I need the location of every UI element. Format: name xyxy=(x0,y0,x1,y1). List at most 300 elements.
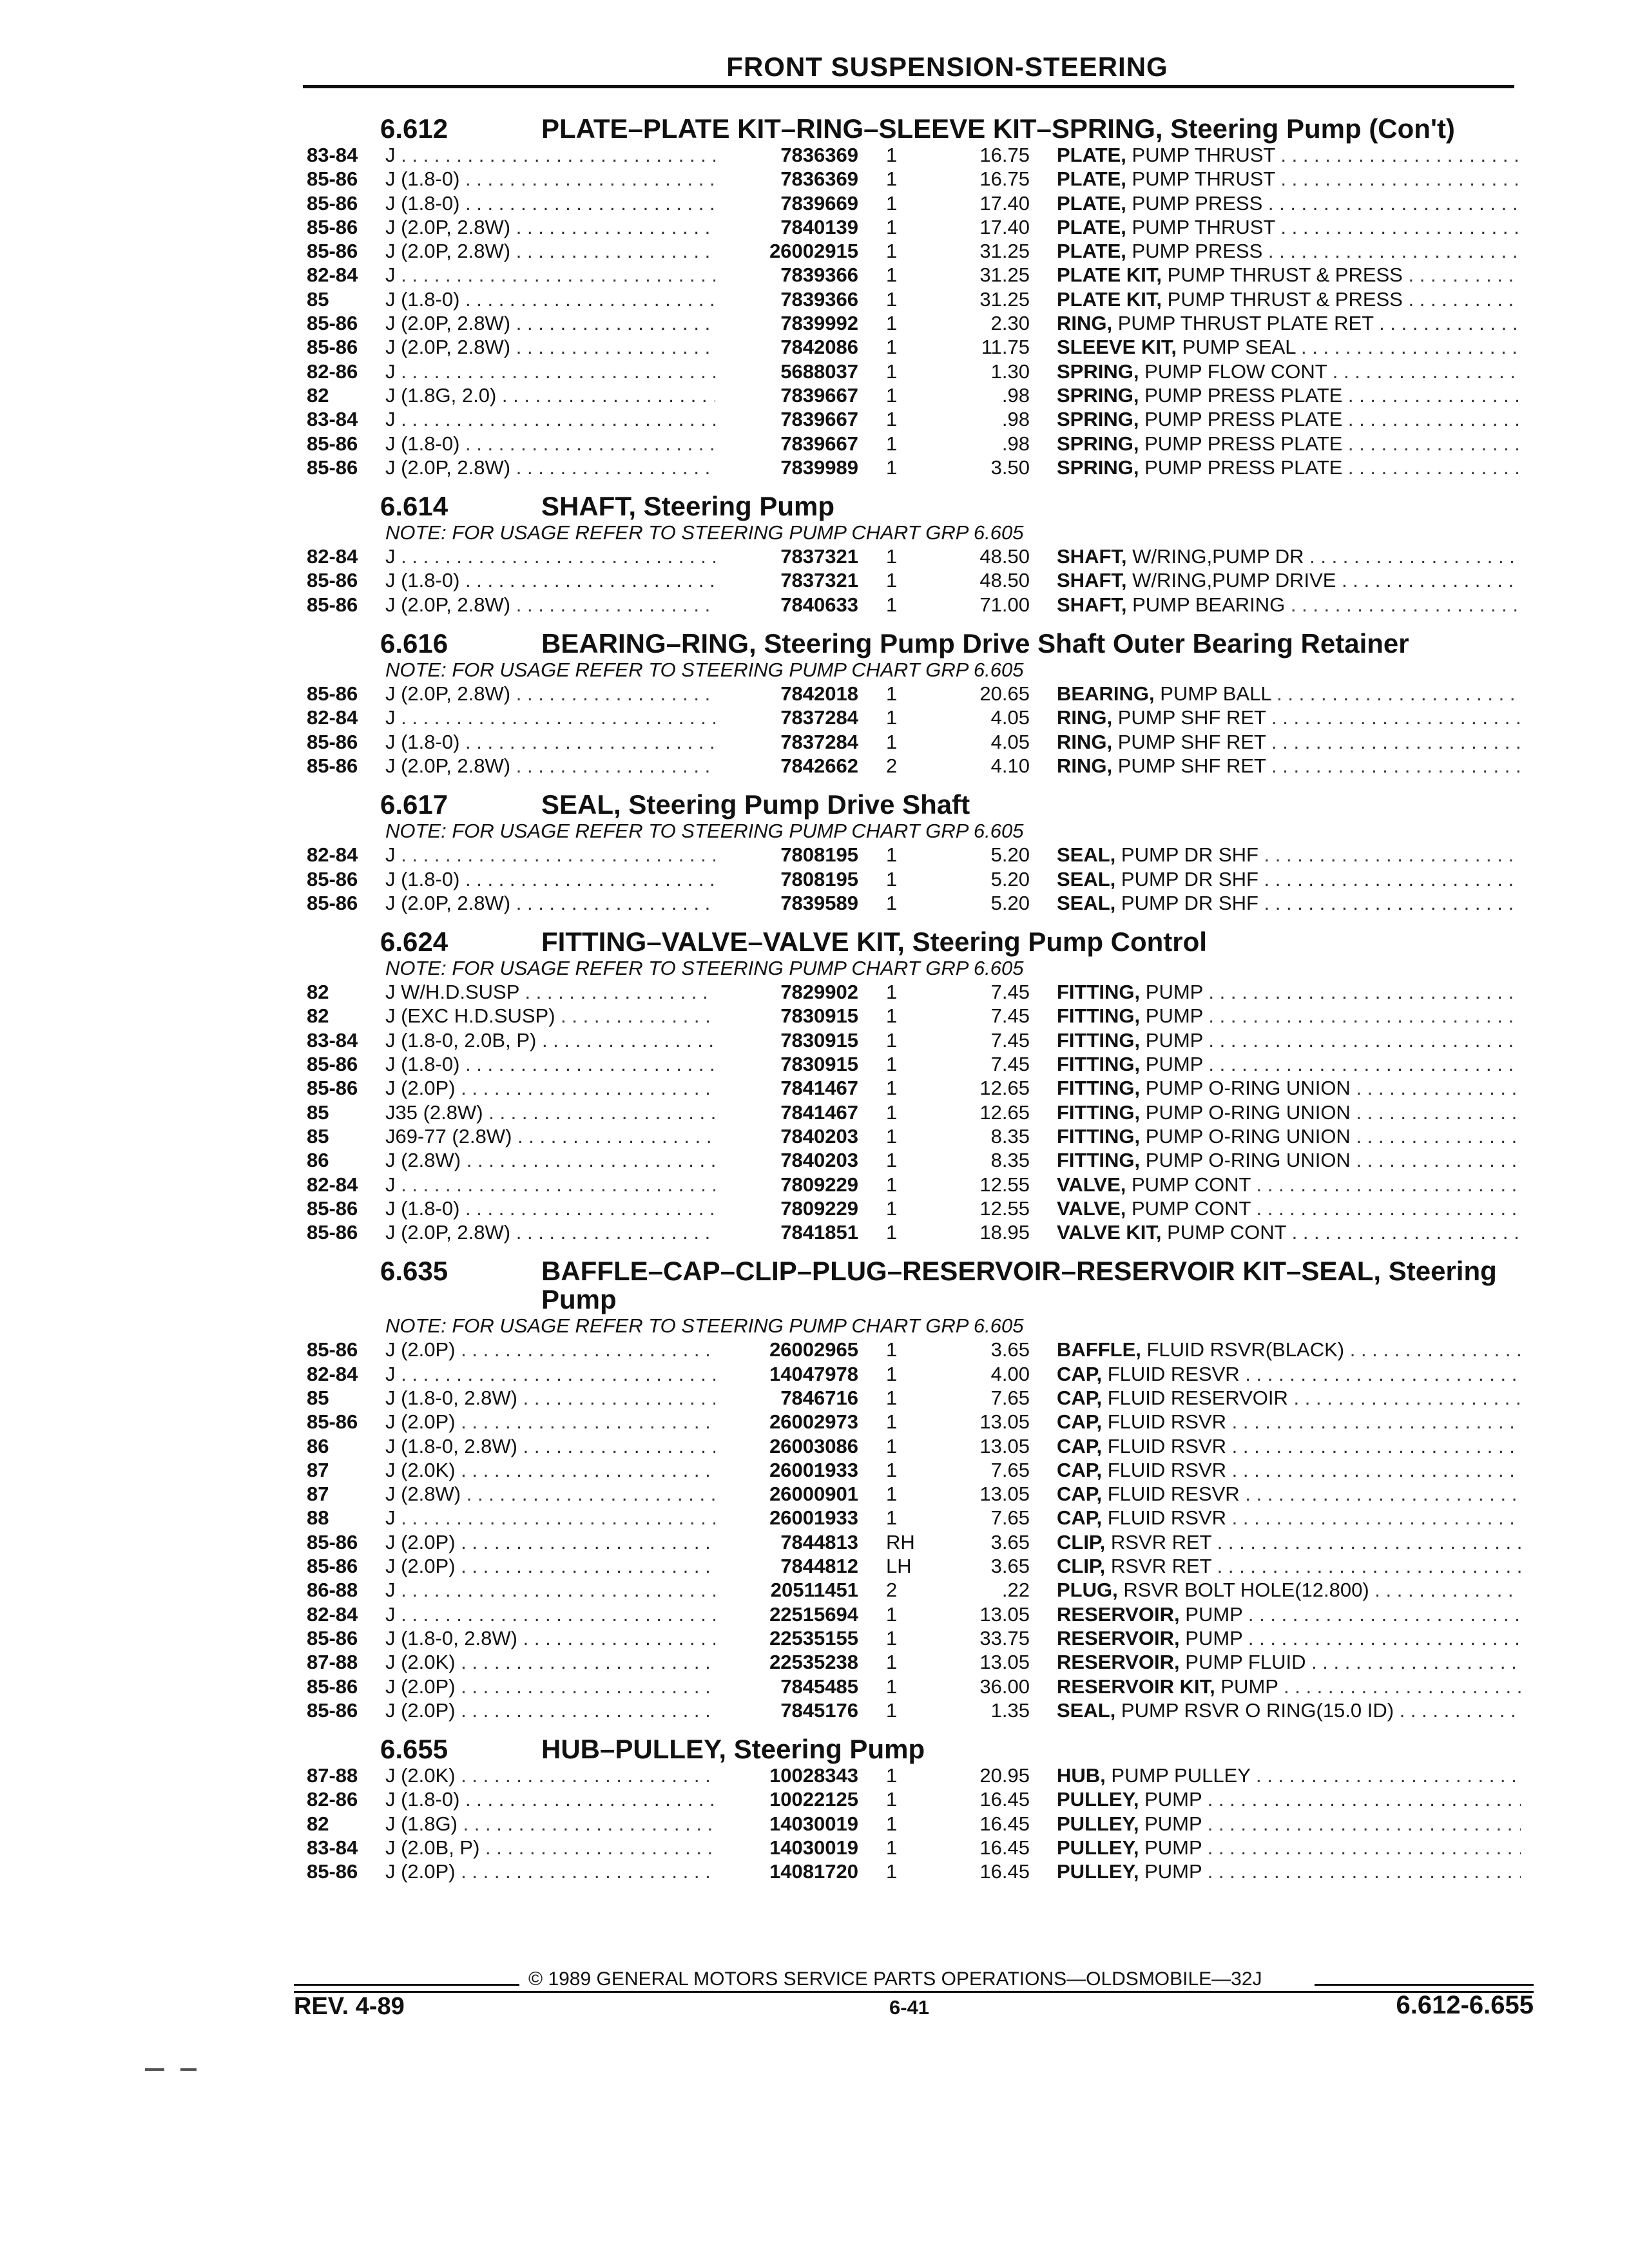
quantity: 1 xyxy=(886,191,898,215)
quantity: 1 xyxy=(886,432,898,455)
model-code xyxy=(385,432,715,456)
model-year: 85-86 xyxy=(307,240,358,263)
part-detail: PUMP RSVR O RING(15.0 ID) xyxy=(1115,1698,1394,1722)
part-description xyxy=(1057,1124,1521,1148)
part-detail: PUMP CONT xyxy=(1126,1196,1251,1220)
model-code-text: J35 (2.8W) xyxy=(385,1100,483,1124)
model-year: 87 xyxy=(307,1458,329,1481)
part-detail: FLUID RSVR(BLACK) xyxy=(1141,1338,1345,1361)
part-detail: PUMP PRESS PLATE xyxy=(1139,408,1343,431)
part-detail: PUMP PRESS xyxy=(1126,191,1263,215)
model-code-text: J (2.0P) xyxy=(385,1555,456,1578)
part-number: 26002973 xyxy=(769,1410,858,1434)
part-description xyxy=(1057,335,1521,359)
part-number: 7839366 xyxy=(780,264,858,287)
model-year: 85-86 xyxy=(307,191,358,215)
price: 16.45 xyxy=(979,1860,1030,1883)
section-title: FITTING–VALVE–VALVE KIT, Steering Pump Control xyxy=(541,927,1207,957)
part-row xyxy=(0,1386,1629,1410)
part-description xyxy=(1057,1052,1521,1076)
model-year: 85-86 xyxy=(307,867,358,890)
section-6-655 xyxy=(0,1727,1629,1883)
copyright-text: © 1989 GENERAL MOTORS SERVICE PARTS OPERATIONS—OLDSMOBILE—32J xyxy=(528,1968,1262,1990)
part-number: 10022125 xyxy=(769,1788,858,1811)
model-code-text: J (1.8-0, 2.0B, P) xyxy=(385,1028,537,1052)
price: 4.00 xyxy=(990,1362,1030,1385)
model-year: 85-86 xyxy=(307,336,358,359)
section-number: 6.624 xyxy=(380,927,448,957)
part-name: FITTING, xyxy=(1057,1028,1141,1052)
section-title: BEARING–RING, Steering Pump Drive Shaft Outer Bearing Retainer xyxy=(541,628,1409,659)
model-code-text: J (EXC H.D.SUSP) xyxy=(385,1004,555,1028)
scan-artifact xyxy=(145,2068,203,2072)
model-code-text: J (2.0P) xyxy=(385,1698,456,1722)
model-year: 85-86 xyxy=(307,1053,358,1076)
part-detail: PUMP PRESS PLATE xyxy=(1139,456,1343,479)
part-name: HUB, xyxy=(1057,1764,1106,1787)
part-name: PLUG, xyxy=(1057,1579,1118,1602)
model-year: 82-84 xyxy=(307,1362,358,1385)
part-description xyxy=(1057,456,1521,479)
quantity: 1 xyxy=(886,569,898,592)
quantity: 1 xyxy=(886,1221,898,1244)
model-code xyxy=(385,730,715,754)
part-name: VALVE, xyxy=(1057,1196,1126,1220)
part-number: 7809229 xyxy=(780,1196,858,1220)
part-number: 7839667 xyxy=(780,408,858,431)
price: 11.75 xyxy=(981,336,1030,359)
model-year: 85-86 xyxy=(307,1410,358,1434)
price: 16.45 xyxy=(979,1812,1030,1835)
part-description xyxy=(1057,1650,1521,1674)
price: 5.20 xyxy=(990,843,1030,867)
part-name: SEAL, xyxy=(1057,891,1116,914)
price: 48.50 xyxy=(979,569,1030,592)
model-code xyxy=(385,167,715,191)
part-detail: PUMP PULLEY xyxy=(1105,1764,1251,1787)
price: 36.00 xyxy=(979,1675,1030,1698)
price: 16.75 xyxy=(979,168,1030,191)
model-code xyxy=(385,1482,715,1506)
part-number: 7830915 xyxy=(780,1004,858,1028)
model-year: 85-86 xyxy=(307,432,358,455)
model-year: 87-88 xyxy=(307,1764,358,1787)
part-detail: PUMP THRUST & PRESS xyxy=(1162,264,1403,287)
part-number: 7839366 xyxy=(780,287,858,311)
model-code xyxy=(385,568,715,592)
model-code-text: J xyxy=(385,1506,396,1530)
quantity: 1 xyxy=(886,312,898,335)
part-description xyxy=(1057,1148,1521,1172)
model-code xyxy=(385,263,715,287)
model-year: 85-86 xyxy=(307,1626,358,1649)
section-6-616 xyxy=(0,622,1629,778)
part-row xyxy=(0,191,1629,215)
price: 8.35 xyxy=(990,1149,1030,1172)
part-number: 14047978 xyxy=(769,1362,858,1385)
model-code xyxy=(385,287,715,311)
part-description xyxy=(1057,239,1521,263)
model-code xyxy=(385,706,715,729)
model-code xyxy=(385,191,715,215)
part-description xyxy=(1057,1787,1521,1811)
model-code-text: J W/H.D.SUSP xyxy=(385,981,519,1004)
part-description xyxy=(1057,568,1521,592)
quantity: 1 xyxy=(886,1506,898,1530)
model-code xyxy=(385,1100,715,1124)
model-year: 85-86 xyxy=(307,754,358,777)
model-code-text: J (1.8-0, 2.8W) xyxy=(385,1626,517,1649)
part-detail: PUMP SHF RET xyxy=(1112,730,1266,753)
part-detail: PUMP FLUID xyxy=(1179,1651,1306,1674)
part-detail: PUMP THRUST PLATE RET xyxy=(1112,312,1374,335)
part-row xyxy=(0,1812,1629,1836)
model-code-text: J (2.0P, 2.8W) xyxy=(385,593,511,616)
part-name: SPRING, xyxy=(1057,432,1139,455)
model-year: 82-84 xyxy=(307,706,358,729)
part-row xyxy=(0,263,1629,287)
part-row xyxy=(0,407,1629,431)
part-detail: PUMP O-RING UNION xyxy=(1140,1077,1351,1100)
part-name: CAP, xyxy=(1057,1458,1103,1481)
part-name: RESERVOIR, xyxy=(1057,1602,1180,1626)
part-name: SEAL, xyxy=(1057,867,1116,890)
part-number: 7839589 xyxy=(780,891,858,914)
model-code-text: J (2.0P, 2.8W) xyxy=(385,240,511,263)
quantity: 1 xyxy=(886,1626,898,1649)
model-year: 85-86 xyxy=(307,1675,358,1698)
model-year: 82 xyxy=(307,981,329,1004)
part-description xyxy=(1057,1554,1521,1578)
model-code-text: J (2.0K) xyxy=(385,1764,456,1787)
model-code xyxy=(385,1076,715,1100)
section-note: NOTE: FOR USAGE REFER TO STEERING PUMP CHART GRP 6.605 xyxy=(385,957,1024,980)
section-title: SHAFT, Steering Pump xyxy=(541,491,835,522)
quantity: 1 xyxy=(886,981,898,1004)
part-row xyxy=(0,1173,1629,1196)
price: 13.05 xyxy=(979,1410,1030,1434)
price: 3.65 xyxy=(990,1530,1030,1553)
model-year: 85 xyxy=(307,287,329,311)
model-code-text: J xyxy=(385,264,396,287)
part-detail: PUMP xyxy=(1139,1860,1202,1883)
quantity: 1 xyxy=(886,730,898,753)
section-title: BAFFLE–CAP–CLIP–PLUG–RESERVOIR–RESERVOIR KIT–SEAL, Steering Pump xyxy=(541,1256,1497,1315)
part-name: BAFFLE, xyxy=(1057,1338,1141,1361)
model-code xyxy=(385,1004,715,1028)
quantity: 1 xyxy=(886,1100,898,1124)
part-row xyxy=(0,1124,1629,1148)
part-description xyxy=(1057,1076,1521,1100)
part-number: 7840139 xyxy=(780,215,858,238)
model-year: 85 xyxy=(307,1124,329,1148)
model-code-text: J (1.8G, 2.0) xyxy=(385,383,497,407)
model-code-text: J (1.8-0, 2.8W) xyxy=(385,1386,517,1409)
model-year: 82-84 xyxy=(307,264,358,287)
model-code xyxy=(385,456,715,479)
model-code-text: J (2.0P) xyxy=(385,1410,456,1434)
part-row xyxy=(0,1362,1629,1386)
header-rule xyxy=(303,85,1514,88)
part-description xyxy=(1057,1173,1521,1196)
model-code-text: J (2.0B, P) xyxy=(385,1836,480,1860)
part-number: 7809229 xyxy=(780,1173,858,1196)
price: 12.65 xyxy=(979,1100,1030,1124)
price: 7.45 xyxy=(990,1053,1030,1076)
quantity: 1 xyxy=(886,1483,898,1506)
part-name: PULLEY, xyxy=(1057,1812,1139,1835)
quantity: RH xyxy=(886,1530,915,1553)
section-6-617 xyxy=(0,783,1629,915)
model-code-text: J (2.8W) xyxy=(385,1483,461,1506)
model-year: 85-86 xyxy=(307,891,358,914)
quantity: 1 xyxy=(886,383,898,407)
section-title: HUB–PULLEY, Steering Pump xyxy=(541,1734,925,1765)
section-heading xyxy=(0,622,1629,658)
part-row xyxy=(0,432,1629,456)
model-code-text: J xyxy=(385,408,396,431)
model-code-text: J (2.0P) xyxy=(385,1338,456,1361)
part-name: PULLEY, xyxy=(1057,1860,1139,1883)
part-name: CAP, xyxy=(1057,1362,1103,1385)
section-heading xyxy=(0,1727,1629,1763)
model-code-text: J xyxy=(385,1602,396,1626)
part-detail: PUMP DR SHF xyxy=(1115,867,1258,890)
part-description xyxy=(1057,1434,1521,1458)
part-name: CAP, xyxy=(1057,1434,1103,1457)
model-code xyxy=(385,1386,715,1410)
model-code xyxy=(385,360,715,383)
price: 7.65 xyxy=(990,1386,1030,1409)
model-code-text: J (1.8-0) xyxy=(385,569,460,592)
footer-rule-right xyxy=(1315,1984,1534,1986)
part-name: CAP, xyxy=(1057,1386,1103,1409)
price: 8.35 xyxy=(990,1124,1030,1148)
part-row xyxy=(0,1554,1629,1578)
price: 20.65 xyxy=(979,682,1030,706)
part-row xyxy=(0,1698,1629,1722)
part-name: SEAL, xyxy=(1057,843,1116,867)
model-code-text: J xyxy=(385,360,396,383)
part-row xyxy=(0,360,1629,383)
section-6-624 xyxy=(0,920,1629,1244)
section-heading xyxy=(0,920,1629,956)
part-description xyxy=(1057,1602,1521,1626)
part-row xyxy=(0,1434,1629,1458)
part-detail: PUMP xyxy=(1215,1675,1278,1698)
part-detail: FLUID RSVR xyxy=(1102,1434,1226,1457)
part-number: 26000901 xyxy=(769,1483,858,1506)
part-number: 7836369 xyxy=(780,144,858,166)
model-year: 85-86 xyxy=(307,168,358,191)
model-code xyxy=(385,1860,715,1883)
model-year: 87-88 xyxy=(307,1651,358,1674)
price: 7.65 xyxy=(990,1458,1030,1481)
part-description xyxy=(1057,1482,1521,1506)
part-row xyxy=(0,215,1629,239)
model-code-text: J (2.0P, 2.8W) xyxy=(385,312,511,335)
part-detail: PUMP DR SHF xyxy=(1115,843,1258,867)
model-year: 82-84 xyxy=(307,1173,358,1196)
model-year: 82-84 xyxy=(307,1602,358,1626)
section-note: NOTE: FOR USAGE REFER TO STEERING PUMP CHART GRP 6.605 xyxy=(385,1314,1024,1338)
part-number: 7844813 xyxy=(780,1530,858,1553)
part-detail: FLUID RSVR xyxy=(1102,1458,1226,1481)
part-detail: FLUID RSVR xyxy=(1102,1506,1226,1530)
part-name: FITTING, xyxy=(1057,1077,1141,1100)
part-name: SPRING, xyxy=(1057,383,1139,407)
part-row xyxy=(0,730,1629,754)
part-number: 7841467 xyxy=(780,1077,858,1100)
model-year: 85-86 xyxy=(307,215,358,238)
part-description xyxy=(1057,432,1521,456)
model-code-text: J (1.8-0) xyxy=(385,168,460,191)
section-number: 6.614 xyxy=(380,491,448,522)
price: 7.45 xyxy=(990,1004,1030,1028)
part-row xyxy=(0,544,1629,568)
price: .98 xyxy=(1001,383,1030,407)
part-detail: PUMP DR SHF xyxy=(1115,891,1258,914)
model-year: 85-86 xyxy=(307,1530,358,1553)
model-code-text: J (2.0P) xyxy=(385,1077,456,1100)
part-description xyxy=(1057,706,1521,729)
part-row xyxy=(0,682,1629,706)
model-year: 85-86 xyxy=(307,1196,358,1220)
price: 20.95 xyxy=(979,1764,1030,1787)
part-description xyxy=(1057,544,1521,568)
part-description xyxy=(1057,1836,1521,1860)
quantity: 1 xyxy=(886,456,898,479)
part-number: 7840203 xyxy=(780,1149,858,1172)
part-description xyxy=(1057,980,1521,1004)
part-name: SPRING, xyxy=(1057,456,1139,479)
model-code-text: J (1.8G) xyxy=(385,1812,458,1835)
part-row xyxy=(0,143,1629,167)
part-number: 14030019 xyxy=(769,1812,858,1835)
price: 4.05 xyxy=(990,730,1030,753)
part-name: FITTING, xyxy=(1057,1004,1141,1028)
quantity: 1 xyxy=(886,1410,898,1434)
part-number: 7830915 xyxy=(780,1053,858,1076)
part-description xyxy=(1057,1860,1521,1883)
price: 2.30 xyxy=(990,312,1030,335)
model-code xyxy=(385,1434,715,1458)
quantity: 1 xyxy=(886,168,898,191)
quantity: 1 xyxy=(886,1196,898,1220)
section-number: 6.655 xyxy=(380,1734,448,1765)
part-description xyxy=(1057,287,1521,311)
price: 3.65 xyxy=(990,1555,1030,1578)
part-name: CAP, xyxy=(1057,1483,1103,1506)
price: 13.05 xyxy=(979,1434,1030,1457)
part-row xyxy=(0,1506,1629,1530)
section-number: 6.612 xyxy=(380,113,448,144)
quantity: 1 xyxy=(886,1675,898,1698)
model-code xyxy=(385,544,715,568)
part-name: SPRING, xyxy=(1057,408,1139,431)
part-number: 14030019 xyxy=(769,1836,858,1860)
part-row xyxy=(0,456,1629,479)
model-code xyxy=(385,1554,715,1578)
part-description xyxy=(1057,682,1521,706)
part-description xyxy=(1057,1530,1521,1554)
part-row xyxy=(0,1100,1629,1124)
part-number: 7829902 xyxy=(780,981,858,1004)
part-name: PLATE, xyxy=(1057,144,1126,166)
model-code-text: J xyxy=(385,144,396,166)
price: 7.65 xyxy=(990,1506,1030,1530)
quantity: 1 xyxy=(886,1764,898,1787)
part-description xyxy=(1057,754,1521,778)
part-description xyxy=(1057,1386,1521,1410)
part-description xyxy=(1057,1675,1521,1698)
model-code xyxy=(385,1362,715,1386)
section-number: 6.617 xyxy=(380,789,448,820)
model-year: 85-86 xyxy=(307,1077,358,1100)
quantity: 1 xyxy=(886,1458,898,1481)
model-code xyxy=(385,593,715,617)
part-number: 7842662 xyxy=(780,754,858,777)
part-name: CLIP, xyxy=(1057,1530,1106,1553)
quantity: 1 xyxy=(886,682,898,706)
part-number: 26003086 xyxy=(769,1434,858,1457)
part-row xyxy=(0,311,1629,335)
model-code xyxy=(385,1578,715,1602)
part-name: SHAFT, xyxy=(1057,569,1127,592)
quantity: 1 xyxy=(886,144,898,166)
quantity: LH xyxy=(886,1555,912,1578)
part-row xyxy=(0,1675,1629,1698)
part-description xyxy=(1057,1626,1521,1650)
model-code-text: J xyxy=(385,843,396,867)
model-code xyxy=(385,1763,715,1787)
model-code-text: J xyxy=(385,545,396,568)
quantity: 1 xyxy=(886,215,898,238)
price: 18.95 xyxy=(979,1221,1030,1244)
part-row xyxy=(0,867,1629,891)
part-name: CAP, xyxy=(1057,1506,1103,1530)
part-detail: PUMP THRUST & PRESS xyxy=(1162,287,1403,311)
model-code-text: J (2.0P, 2.8W) xyxy=(385,1221,511,1244)
part-detail: RSVR RET xyxy=(1105,1555,1212,1578)
price: 7.45 xyxy=(990,1028,1030,1052)
model-year: 82-84 xyxy=(307,843,358,867)
part-number: 10028343 xyxy=(769,1764,858,1787)
quantity: 1 xyxy=(886,1788,898,1811)
part-name: PLATE, xyxy=(1057,215,1126,238)
model-code-text: J (2.0P, 2.8W) xyxy=(385,682,511,706)
quantity: 1 xyxy=(886,867,898,890)
part-description xyxy=(1057,891,1521,915)
part-detail: PUMP xyxy=(1140,1004,1203,1028)
part-name: FITTING, xyxy=(1057,1149,1141,1172)
price: 12.55 xyxy=(979,1173,1030,1196)
part-name: PLATE, xyxy=(1057,240,1126,263)
part-row xyxy=(0,754,1629,778)
part-description xyxy=(1057,263,1521,287)
model-code xyxy=(385,407,715,431)
model-code xyxy=(385,1530,715,1554)
model-code-text: J (1.8-0) xyxy=(385,191,460,215)
part-row xyxy=(0,1458,1629,1482)
part-description xyxy=(1057,1196,1521,1220)
model-code-text: J xyxy=(385,1173,396,1196)
part-description xyxy=(1057,1362,1521,1386)
model-code xyxy=(385,754,715,778)
part-row xyxy=(0,1148,1629,1172)
part-number: 26002915 xyxy=(769,240,858,263)
quantity: 2 xyxy=(886,754,898,777)
